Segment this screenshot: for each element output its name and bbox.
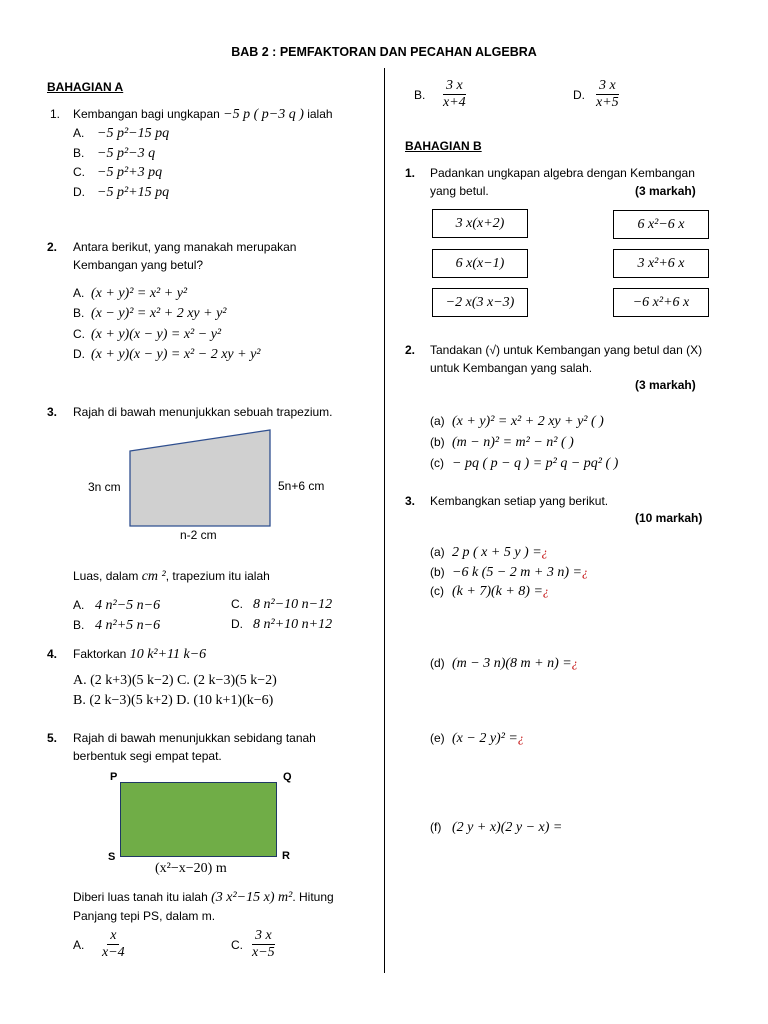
- match-right-1[interactable]: 6 x²−6 x: [613, 210, 709, 239]
- section-a-heading: BAHAGIAN A: [47, 80, 124, 94]
- b-q3-item-b[interactable]: (b) −6 k (5 − 2 m + 3 n) =¿: [430, 565, 588, 580]
- b-q3-item-e[interactable]: (e) (x − 2 y)² =¿: [430, 731, 524, 746]
- q3-option-b[interactable]: B. 4 n²+5 n−6: [73, 618, 161, 633]
- b-q2-item-a[interactable]: (a) (x + y)² = x² + 2 xy + y² ( ): [430, 414, 604, 429]
- trapezium-shape: [130, 430, 270, 526]
- b-q1-marks: (3 markah): [635, 184, 696, 198]
- q5-option-a[interactable]: A. $\frac{x}{x-4}$: [73, 928, 125, 960]
- q5-line3: Panjang tepi PS, dalam m.: [73, 909, 216, 923]
- trapezium-left-label: 3n cm: [88, 480, 121, 494]
- q5-option-c[interactable]: C. $\frac{3 x}{x-5}$: [231, 928, 275, 960]
- rectangle-plot: [120, 782, 277, 857]
- q2-option-c[interactable]: C. (x + y)(x − y) = x² − y²: [73, 327, 222, 342]
- rectangle-side-label: (x²−x−20) m: [155, 861, 227, 876]
- q1-option-b[interactable]: B. −5 p²−3 q: [73, 146, 156, 161]
- b-q1-line1: Padankan ungkapan algebra dengan Kembangan: [430, 166, 695, 180]
- trapezium-right-label: 5n+6 cm: [278, 479, 325, 493]
- b-q3-item-a[interactable]: (a) 2 p ( x + 5 y ) =¿: [430, 545, 548, 560]
- q4-options-row2[interactable]: B. (2 k−3)(5 k+2) D. (10 k+1)(k−6): [73, 693, 274, 708]
- q2-line2: Kembangan yang betul?: [73, 258, 204, 272]
- q5-number: 5.: [47, 731, 58, 745]
- corner-p-label: P: [110, 771, 118, 783]
- q5-given: Diberi luas tanah itu ialah (3 x²−15 x) m². Hitung: [73, 890, 334, 905]
- q4-number: 4.: [47, 647, 58, 661]
- b-q2-marks: (3 markah): [635, 378, 696, 392]
- section-b-heading: BAHAGIAN B: [405, 139, 482, 153]
- b-q2-line1: Tandakan (√) untuk Kembangan yang betul dan (X): [430, 343, 703, 357]
- q1-option-c[interactable]: C. −5 p²+3 pq: [73, 165, 163, 180]
- q3-question: Luas, dalam cm ², trapezium itu ialah: [73, 569, 270, 584]
- b-q3-marks: (10 markah): [635, 511, 703, 525]
- b-q1-number: 1.: [405, 166, 416, 180]
- b-q3-item-c[interactable]: (c) (k + 7)(k + 8) =¿: [430, 584, 549, 599]
- q4-options-row1[interactable]: A. (2 k+3)(5 k−2) C. (2 k−3)(5 k−2): [73, 673, 277, 688]
- q4-text: Faktorkan 10 k²+11 k−6: [73, 647, 207, 662]
- column-divider: [384, 68, 385, 973]
- q2-option-a[interactable]: A. (x + y)² = x² + y²: [73, 286, 188, 301]
- q5-option-d[interactable]: D. $\frac{3 x}{x+5}$: [573, 78, 619, 110]
- q3-option-d[interactable]: D. 8 n²+10 n+12: [231, 617, 333, 632]
- q2-line1: Antara berikut, yang manakah merupakan: [73, 240, 297, 254]
- q5-line2: berbentuk segi empat tepat.: [73, 749, 222, 763]
- b-q2-line2: untuk Kembangan yang salah.: [430, 361, 593, 375]
- b-q3-item-f[interactable]: (f) (2 y + x)(2 y − x) =: [430, 820, 563, 835]
- corner-q-label: Q: [283, 771, 292, 783]
- b-q2-item-c[interactable]: (c) − pq ( p − q ) = p² q − pq² ( ): [430, 456, 619, 471]
- match-left-2[interactable]: 6 x(x−1): [432, 249, 528, 278]
- b-q3-item-d[interactable]: (d) (m − 3 n)(8 m + n) =¿: [430, 656, 578, 671]
- q2-option-b[interactable]: B. (x − y)² = x² + 2 xy + y²: [73, 306, 227, 321]
- b-q1-line2: yang betul.: [430, 184, 489, 198]
- q1-option-d[interactable]: D. −5 p²+15 pq: [73, 185, 170, 200]
- q3-option-a[interactable]: A. 4 n²−5 n−6: [73, 598, 161, 613]
- q5-line1: Rajah di bawah menunjukkan sebidang tanah: [73, 731, 316, 745]
- b-q2-number: 2.: [405, 343, 416, 357]
- match-left-3[interactable]: −2 x(3 x−3): [432, 288, 528, 317]
- q2-number: 2.: [47, 240, 58, 254]
- trapezium-diagram: [125, 425, 275, 530]
- q1-text: Kembangan bagi ungkapan −5 p ( p−3 q ) ialah: [73, 107, 333, 122]
- corner-s-label: S: [108, 851, 116, 863]
- q1-option-a[interactable]: A. −5 p²−15 pq: [73, 126, 170, 141]
- q1-number: 1.: [50, 107, 61, 121]
- trapezium-bottom-label: n-2 cm: [180, 528, 217, 542]
- q5-option-b[interactable]: B. $\frac{3 x}{x+4}$: [414, 78, 466, 110]
- match-right-2[interactable]: 3 x²+6 x: [613, 249, 709, 278]
- b-q3-text: Kembangkan setiap yang berikut.: [430, 494, 609, 508]
- q3-text: Rajah di bawah menunjukkan sebuah trapezium.: [73, 405, 333, 419]
- match-right-3[interactable]: −6 x²+6 x: [613, 288, 709, 317]
- q2-option-d[interactable]: D. (x + y)(x − y) = x² − 2 xy + y²: [73, 347, 261, 362]
- b-q3-number: 3.: [405, 494, 416, 508]
- page-title: BAB 2 : PEMFAKTORAN DAN PECAHAN ALGEBRA: [231, 45, 537, 59]
- corner-r-label: R: [282, 850, 290, 862]
- b-q2-item-b[interactable]: (b) (m − n)² = m² − n² ( ): [430, 435, 574, 450]
- match-left-1[interactable]: 3 x(x+2): [432, 209, 528, 238]
- q3-option-c[interactable]: C. 8 n²−10 n−12: [231, 597, 333, 612]
- q3-number: 3.: [47, 405, 58, 419]
